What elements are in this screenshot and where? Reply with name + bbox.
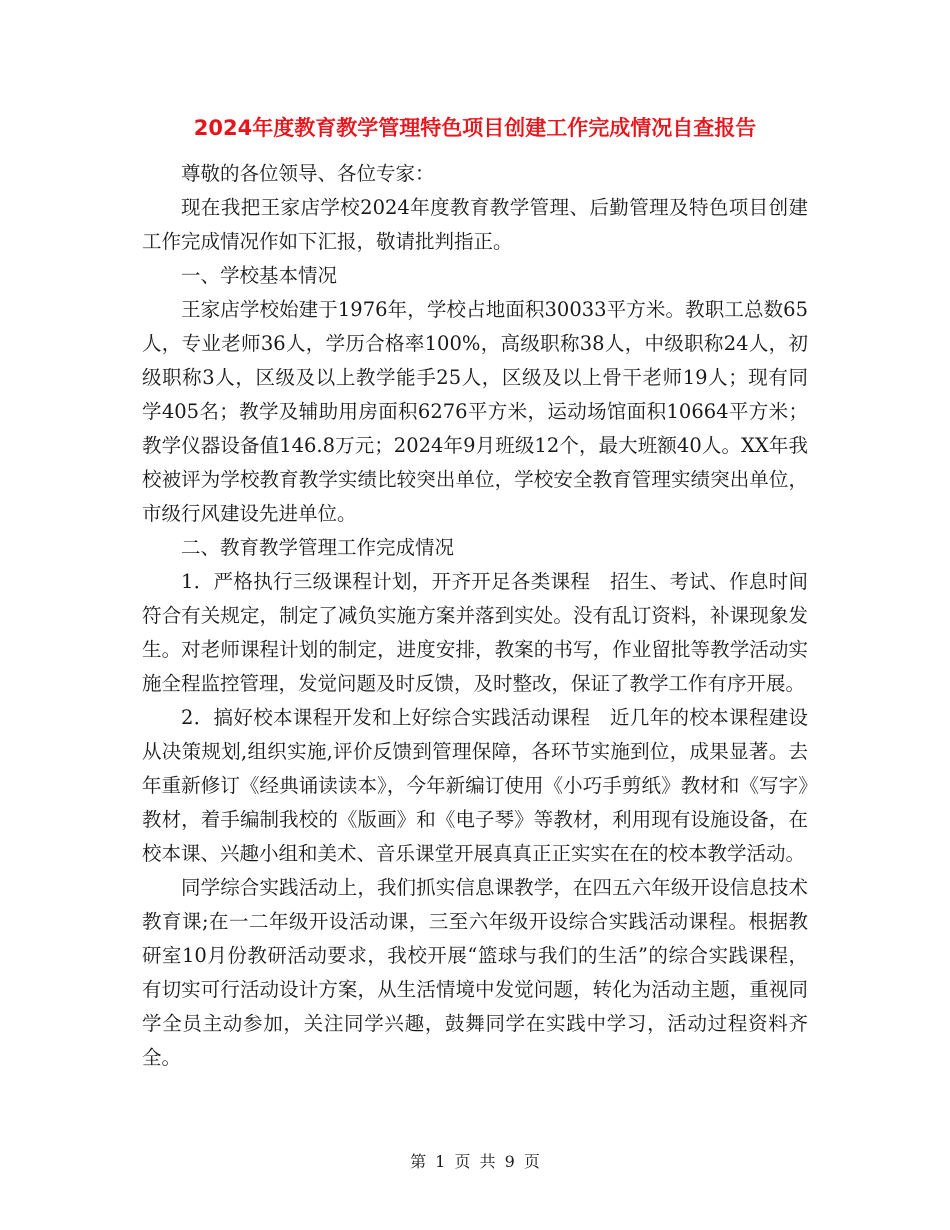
paragraph-greeting: 尊敬的各位领导、各位专家： (181, 162, 435, 185)
paragraph-item-2: 2．搞好校本课程开发和上好综合实践活动课程 近几年的校本课程建设从决策规划,组织实施,评价反馈到管理保障，各环节实施到位，成果显著。去年重新修订《经典诵读读本》，今年新编订使用《小巧手剪纸》教材和《写字》教材，着手编制我校的《版画》和《电子琴》等教材，利用现有设施设备，在校本课、兴趣小组和美术、音乐课堂开展真真正正实实在在的校本教学活动。 (142, 706, 808, 865)
paragraph-practice-activities: 同学综合实践活动上，我们抓实信息课教学，在四五六年级开设信息技术教育课;在一二年级开设活动课，三至六年级开设综合实践活动课程。根据教研室10月份教研活动要求，我校开展“篮球与我们的生活”的综合实践课程，有切实可行活动设计方案，从生活情境中发觉问题，转化为活动主题，重视同学全员主动参加，关注同学兴趣，鼓舞同学在实践中学习，活动过程资料齐全。 (142, 876, 808, 1069)
section-heading-teaching-management: 二、教育教学管理工作完成情况 (181, 536, 455, 559)
paragraph-basic-info: 王家店学校始建于1976年，学校占地面积30033平方米。教职工总数65人，专业老师36人，学历合格率100%，高级职称38人，中级职称24人，初级职称3人，区级及以上教学能手25人，区级及以上骨干老师19人；现有同学405名；教学及辅助用房面积6276平方米，运动场馆面积10664平方米；教学仪器设备值146.8万元；2024年9月班级12个，最大班额40人。XX年我校被评为学校教育教学实绩比较突出单位，学校安全教育管理实绩突出单位，市级行风建设先进单位。 (142, 298, 808, 525)
paragraph-intro: 现在我把王家店学校2024年度教育教学管理、后勤管理及特色项目创建工作完成情况作如下汇报，敬请批判指正。 (142, 196, 808, 253)
document-title: 2024年度教育教学管理特色项目创建工作完成情况自查报告 (193, 116, 757, 140)
document-body (142, 157, 808, 1075)
paragraph-item-1: 1．严格执行三级课程计划，开齐开足各类课程 招生、考试、作息时间符合有关规定，制定了减负实施方案并落到实处。没有乱订资料，补课现象发生。对老师课程计划的制定，进度安排，教案的书写，作业留批等教学活动实施全程监控管理，发觉问题及时反馈，及时整改，保证了教学工作有序开展。 (142, 570, 808, 695)
section-heading-basic-info: 一、学校基本情况 (181, 264, 338, 287)
page-footer: 第 1 页 共 9 页 (410, 1152, 540, 1171)
